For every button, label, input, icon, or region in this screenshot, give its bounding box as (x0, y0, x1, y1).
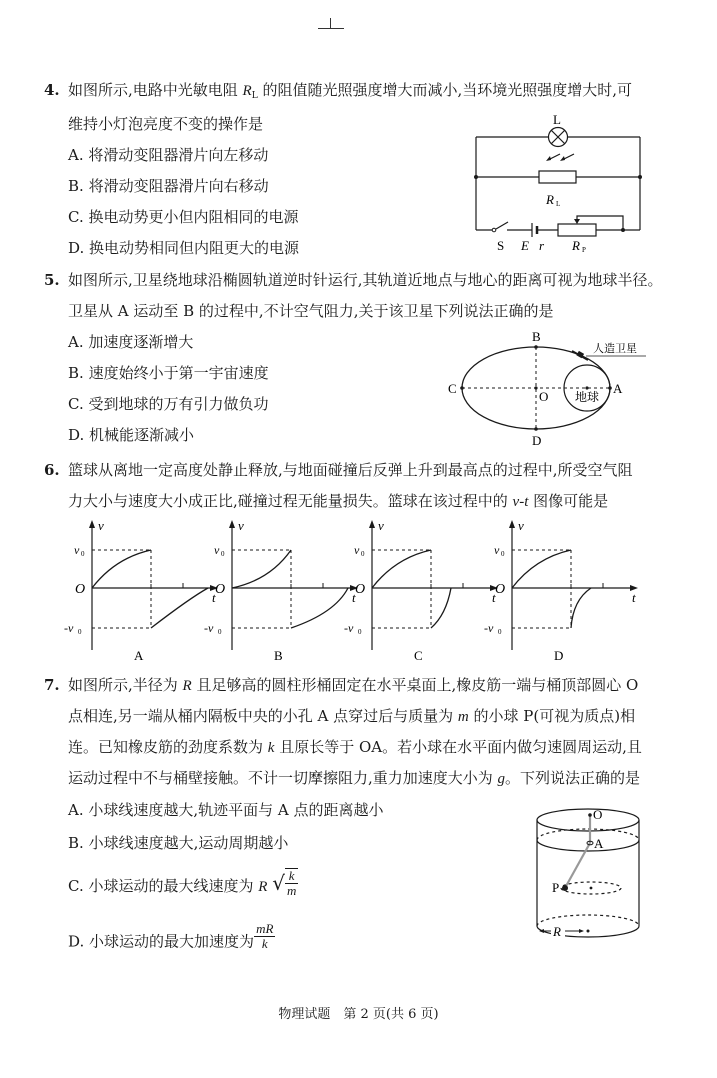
origin-label: O (215, 582, 226, 597)
math-var: m (457, 709, 469, 725)
origin-label: O (75, 582, 86, 597)
question-stem-line: 篮球从离地一定高度处静止释放,与地面碰撞后反弹上升到最高点的过程中,所受空气阻 (68, 461, 633, 479)
curve-fall (232, 550, 291, 588)
stem-text: 且原长等于 OA。若小球在水平面内做匀速圆周运动,且 (274, 738, 642, 756)
v-axis-label: v (518, 518, 524, 533)
t-axis-label: t (632, 590, 636, 605)
option-text: 将滑动变阻器滑片向左移动 (88, 146, 269, 164)
curve-fall (92, 550, 151, 588)
arrow-up-icon (89, 520, 95, 528)
curve-rise (431, 588, 451, 628)
orbit-diagram (440, 325, 710, 455)
stem-text: 且足够高的圆柱形桶固定在水平桌面上,橡皮筋一端与桶顶部圆心 O (191, 676, 639, 694)
v-axis-label: v (378, 518, 384, 533)
t-axis-label: t (352, 590, 356, 605)
neg-v0-sub: 0 (358, 628, 362, 636)
earth-label: 地球 (575, 390, 600, 404)
cylinder-top (537, 809, 639, 831)
v0-sub: 0 (81, 550, 85, 558)
curve-fall (512, 550, 571, 588)
fraction-denominator: m (286, 883, 297, 898)
option-a[interactable] (68, 332, 193, 352)
t-axis-label: t (212, 590, 216, 605)
neg-v0-sub: 0 (78, 628, 82, 636)
question-stem-line (68, 768, 640, 789)
option-c[interactable] (68, 868, 298, 902)
neg-v0-sub: 0 (498, 628, 502, 636)
cylinder-diagram (525, 800, 655, 945)
option-label: A. (68, 801, 84, 819)
question-number: 5. (44, 271, 60, 289)
math-var: g (497, 771, 506, 787)
curve-rise (571, 588, 591, 628)
page-footer: 物理试题 第 2 页(共 6 页) (278, 1007, 439, 1022)
lamp-label: L (553, 112, 561, 127)
option-label: D. (68, 239, 85, 257)
point-b-label: B (532, 329, 541, 344)
rheostat-sub: P (582, 246, 586, 254)
v0-label: v (494, 543, 500, 557)
option-label: D. (68, 426, 85, 444)
option-text: 受到地球的万有引力做负功 (88, 395, 269, 413)
option-label: C. (68, 877, 84, 895)
option-a[interactable] (68, 145, 268, 165)
v0-label: v (74, 543, 80, 557)
satellite-icon (572, 351, 588, 360)
math-var: v-t (512, 494, 529, 510)
option-b[interactable] (68, 363, 269, 383)
option-label: C. (68, 208, 84, 226)
option-text: 小球运动的最大加速度为 (89, 932, 255, 951)
origin-label: O (355, 582, 366, 597)
origin-label: O (495, 582, 506, 597)
fraction (254, 922, 275, 951)
option-c[interactable] (68, 207, 299, 227)
satellite-label: 人造卫星 (593, 343, 637, 355)
arrow-up-icon (369, 520, 375, 528)
ldr-label: R (546, 192, 554, 207)
fraction-denominator: k (261, 936, 268, 951)
point-p-label: P (552, 880, 560, 895)
math-sub: L (251, 91, 258, 101)
rheostat (558, 224, 596, 236)
neg-v0-label: -v (344, 621, 354, 635)
vt-graph-c[interactable] (340, 478, 500, 663)
ldr-sub: L (556, 200, 561, 208)
question-stem-line (68, 706, 635, 727)
v-axis-label: v (238, 518, 244, 533)
graph-option-label: B (274, 648, 283, 663)
v0-label: v (354, 543, 360, 557)
math-var: R (242, 83, 252, 99)
vt-graph-d[interactable] (480, 478, 640, 663)
stem-text: 如图所示,电路中光敏电阻 (68, 81, 243, 99)
option-text: 小球线速度越大,轨迹平面与 A 点的距离越小 (88, 801, 384, 819)
stem-text: 图像可能是 (528, 492, 609, 510)
math-var: k (267, 740, 275, 756)
stem-text: 的阻值随光照强度增大而减小,当环境光照强度增大时,可 (257, 81, 633, 99)
question-stem-line: 如图所示,卫星绕地球沿椭圆轨道逆时针运行,其轨道近地点与地心的距离可视为地球半径。 (68, 271, 663, 289)
option-text: 将滑动变阻器滑片向右移动 (88, 177, 269, 195)
point-a-label: A (613, 381, 623, 396)
question-stem-line (68, 675, 638, 696)
point-o-label: O (539, 389, 549, 404)
option-b[interactable] (68, 176, 269, 196)
stem-text: 连。已知橡皮筋的劲度系数为 (68, 738, 268, 756)
option-text: 换电动势相同但内阻更大的电源 (89, 239, 300, 257)
point-c-label: C (448, 381, 457, 396)
stem-text: 力大小与速度大小成正比,碰撞过程无能量损失。篮球在该过程中的 (68, 492, 513, 510)
option-b[interactable] (68, 833, 288, 853)
option-text: 换电动势更小但内阻相同的电源 (88, 208, 299, 226)
graph-option-label: D (554, 648, 564, 663)
v0-sub: 0 (221, 550, 225, 558)
graph-option-label: A (134, 648, 144, 663)
v0-sub: 0 (361, 550, 365, 558)
page-top-mark (318, 22, 344, 29)
stem-text: 点相连,另一端从桶内隔板中央的小孔 A 点穿过后与质量为 (68, 707, 458, 725)
option-text: 速度始终小于第一宇宙速度 (88, 364, 269, 382)
option-text: 小球运动的最大线速度为 (88, 877, 259, 895)
ball-p (562, 885, 568, 891)
rheostat-label: R (572, 238, 580, 253)
option-c[interactable] (68, 394, 269, 414)
option-label: B. (68, 364, 84, 382)
photoresistor (539, 171, 576, 183)
option-d[interactable] (68, 425, 194, 445)
t-axis-label: t (492, 590, 496, 605)
option-label: A. (68, 333, 84, 351)
question-number: 4. (44, 81, 60, 99)
question-stem-line: 维持小灯泡亮度不变的操作是 (68, 115, 264, 133)
option-text: 加速度逐渐增大 (88, 333, 194, 351)
option-label: B. (68, 177, 84, 195)
fraction-numerator: k (285, 869, 298, 884)
option-text: 机械能逐渐减小 (89, 426, 195, 444)
vt-graph-b[interactable] (200, 478, 360, 663)
option-d[interactable] (68, 921, 275, 957)
question-stem-line: 卫星从 A 运动至 B 的过程中,不计空气阻力,关于该卫星下列说法正确的是 (68, 302, 554, 320)
neg-v0-label: -v (484, 621, 494, 635)
option-label: A. (68, 146, 84, 164)
math-var: R (258, 879, 268, 895)
stem-text: 如图所示,半径为 (68, 676, 183, 694)
neg-v0-label: -v (204, 621, 214, 635)
option-label: C. (68, 395, 84, 413)
question-number: 7. (44, 676, 60, 694)
arrow-up-icon (509, 520, 515, 528)
curve-fall (372, 550, 431, 588)
sqrt-expression: √ $\frac{k}{m}$ (272, 868, 297, 898)
neg-v0-label: -v (64, 621, 74, 635)
option-text: 小球线速度越大,运动周期越小 (88, 834, 289, 852)
point-a-label: A (594, 836, 604, 851)
emf-label: E (521, 238, 529, 253)
option-label: B. (68, 834, 84, 852)
internal-r-label: r (539, 238, 545, 253)
math-var: R (182, 678, 192, 694)
v0-label: v (214, 543, 220, 557)
graph-option-label: C (414, 648, 423, 663)
option-d[interactable] (68, 238, 299, 258)
switch-icon (496, 222, 508, 229)
option-a[interactable] (68, 800, 384, 820)
vt-graph-a[interactable] (60, 478, 220, 663)
stem-text: 的小球 P(可视为质点)相 (468, 707, 636, 725)
switch-label: S (497, 238, 505, 253)
neg-v0-sub: 0 (218, 628, 222, 636)
stem-text: 运动过程中不与桶壁接触。不计一切摩擦阻力,重力加速度大小为 (68, 769, 498, 787)
circuit-diagram (460, 100, 690, 260)
radius-label: R (553, 924, 561, 939)
question-number: 6. (44, 461, 60, 479)
option-label: D. (68, 932, 85, 951)
question-stem-line (68, 737, 642, 758)
stem-text: 。下列说法正确的是 (505, 769, 641, 787)
point-o-label: O (593, 807, 603, 822)
point-d-label: D (532, 433, 542, 448)
arrow-up-icon (229, 520, 235, 528)
v-axis-label: v (98, 518, 104, 533)
v0-sub: 0 (501, 550, 505, 558)
fraction-numerator: mR (256, 921, 274, 936)
